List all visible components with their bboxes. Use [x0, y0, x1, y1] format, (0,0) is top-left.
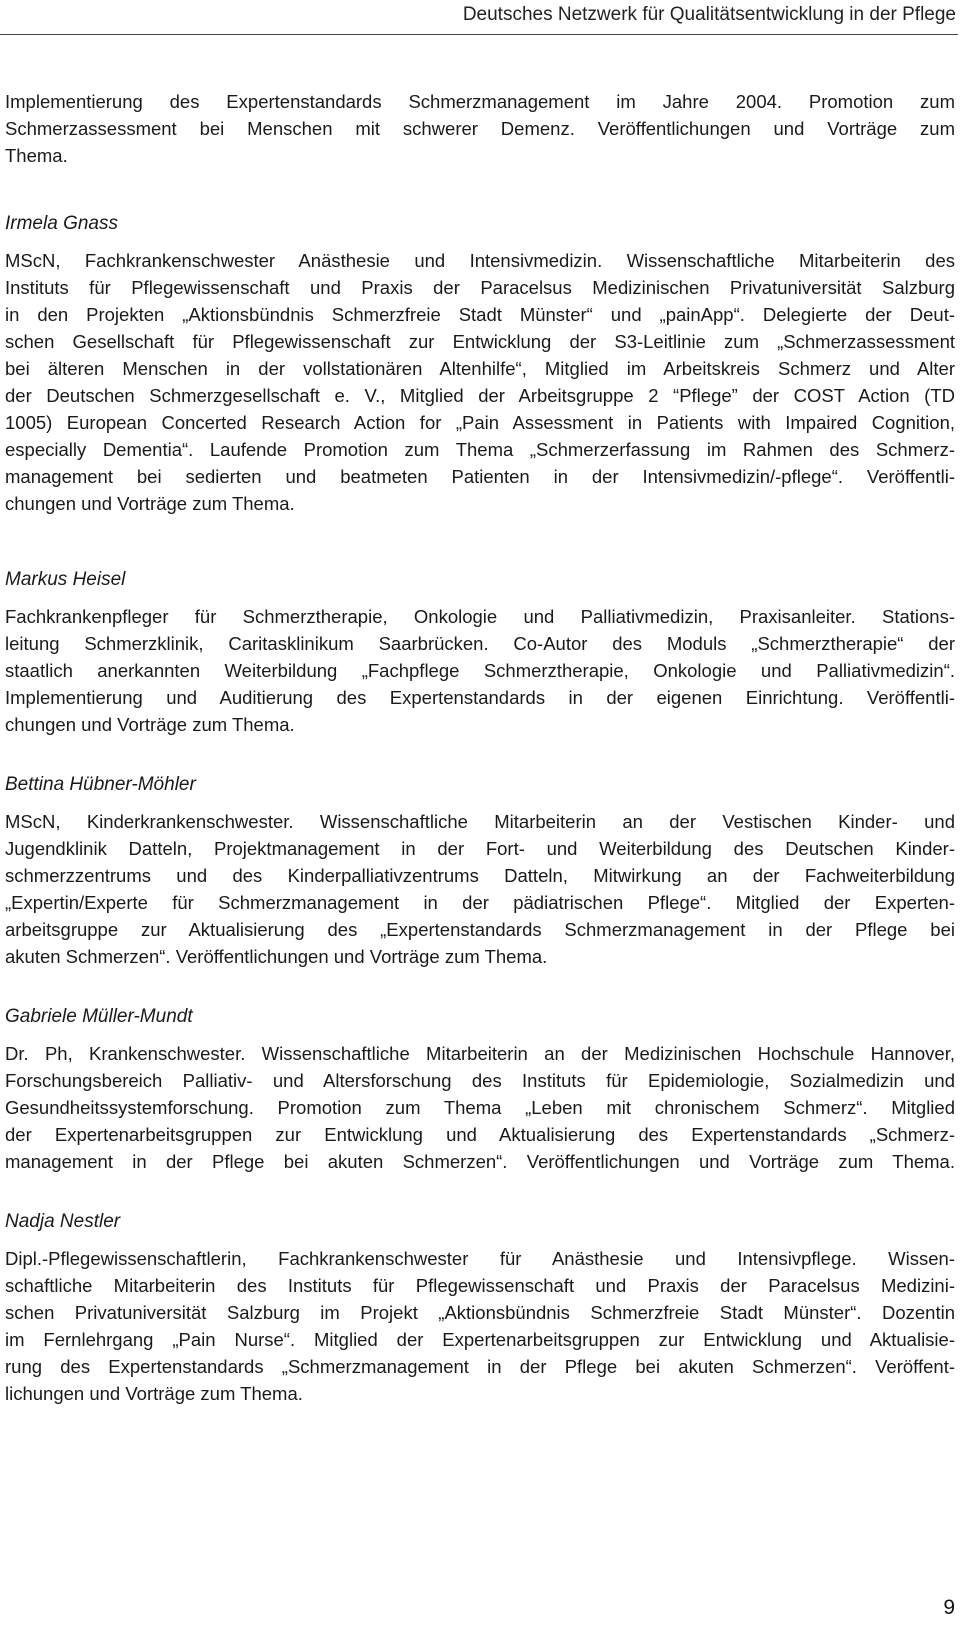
text-line: arbeitsgruppe zur Aktualisierung des „Expertenstandards Schmerzmanagement in der Pflege bei [5, 919, 955, 940]
bio-entry [5, 1003, 955, 1175]
bio-name: Gabriele Müller-Mundt [5, 1006, 193, 1027]
text-line: Forschungsbereich Palliativ- und Altersforschung des Instituts für Epidemiologie, Sozialmedizin und [5, 1070, 955, 1091]
text-line: akuten Schmerzen“. Veröffentlichungen und Vorträge zum Thema. [5, 946, 548, 967]
text-line: leitung Schmerzklinik, Caritasklinikum Saarbrücken. Co-Autor des Moduls „Schmerztherapie“ der [5, 633, 955, 654]
text-line: schen Gesellschaft für Pflegewissenschaft zur Entwicklung der S3-Leitlinie zum „Schmerzassessment [5, 331, 955, 352]
text-line: Implementierung des Expertenstandards Schmerzmanagement im Jahre 2004. Promotion zum [5, 91, 955, 112]
text-line: Schmerzassessment bei Menschen mit schwerer Demenz. Veröffentlichungen und Vorträge zum [5, 118, 955, 139]
bio-name: Markus Heisel [5, 569, 126, 590]
intro-paragraph [5, 88, 955, 169]
text-line: Jugendklinik Datteln, Projektmanagement in der Fort- und Weiterbildung des Deutschen Kinder- [5, 838, 955, 859]
text-line: schen Privatuniversität Salzburg im Projekt „Aktionsbündnis Schmerzfreie Stadt Münster“. Dozentin [5, 1302, 955, 1323]
text-line: schaftliche Mitarbeiterin des Instituts für Pflegewissenschaft und Praxis der Paracelsus Medizini- [5, 1275, 955, 1296]
text-line: chungen und Vorträge zum Thema. [5, 493, 295, 514]
text-line: chungen und Vorträge zum Thema. [5, 714, 295, 735]
text-line: MScN, Fachkrankenschwester Anästhesie und Intensivmedizin. Wissenschaftliche Mitarbeiterin des [5, 250, 955, 271]
bio-entry [5, 566, 955, 738]
bio-entry [5, 210, 955, 517]
text-line: lichungen und Vorträge zum Thema. [5, 1383, 303, 1404]
text-line: Dipl.-Pflegewissenschaftlerin, Fachkrankenschwester für Anästhesie und Intensivpflege. Wissen- [5, 1248, 955, 1269]
text-line: management bei sedierten und beatmeten Patienten in der Intensivmedizin/-pflege“. Veröffentli- [5, 466, 955, 487]
bio-name: Irmela Gnass [5, 213, 118, 234]
text-line: Implementierung und Auditierung des Expertenstandards in der eigenen Einrichtung. Veröffentli- [5, 687, 955, 708]
bio-name: Nadja Nestler [5, 1211, 121, 1232]
bio-name: Bettina Hübner-Möhler [5, 774, 196, 795]
text-line: Dr. Ph, Krankenschwester. Wissenschaftliche Mitarbeiterin an der Medizinischen Hochschule Hannover, [5, 1043, 955, 1064]
text-line: „Expertin/Experte für Schmerzmanagement in der pädiatrischen Pflege“. Mitglied der Experten- [5, 892, 955, 913]
bio-entry [5, 771, 955, 970]
text-line: Gesundheitssystemforschung. Promotion zum Thema „Leben mit chronischem Schmerz“. Mitglied [5, 1097, 955, 1118]
text-line: management in der Pflege bei akuten Schmerzen“. Veröffentlichungen und Vorträge zum Thema. [5, 1151, 955, 1172]
text-line: bei älteren Menschen in der vollstationären Altenhilfe“, Mitglied im Arbeitskreis Schmerz und Alter [5, 358, 955, 379]
header-title: Deutsches Netzwerk für Qualitätsentwicklung in der Pflege [462, 4, 956, 25]
text-line: in den Projekten „Aktionsbündnis Schmerzfreie Stadt Münster“ und „painApp“. Delegierte der Deut- [5, 304, 955, 325]
text-line: der Deutschen Schmerzgesellschaft e. V., Mitglied der Arbeitsgruppe 2 “Pflege” der COST Action (TD [5, 385, 955, 406]
bio-entry [5, 1208, 955, 1407]
text-line: MScN, Kinderkrankenschwester. Wissenschaftliche Mitarbeiterin an der Vestischen Kinder- und [5, 811, 955, 832]
running-header [0, 0, 958, 35]
page-number: 9 [943, 1596, 955, 1619]
text-line: schmerzzentrums und des Kinderpalliativzentrums Datteln, Mitwirkung an der Fachweiterbildung [5, 865, 955, 886]
text-line: im Fernlehrgang „Pain Nurse“. Mitglied der Expertenarbeitsgruppen zur Entwicklung und Aktualisie- [5, 1329, 955, 1350]
text-line: rung des Expertenstandards „Schmerzmanagement in der Pflege bei akuten Schmerzen“. Veröffent- [5, 1356, 955, 1377]
text-line: Fachkrankenpfleger für Schmerztherapie, Onkologie und Palliativmedizin, Praxisanleiter. Stations- [5, 606, 955, 627]
text-line: staatlich anerkannten Weiterbildung „Fachpflege Schmerztherapie, Onkologie und Palliativmedizin“. [5, 660, 955, 681]
text-line: der Expertenarbeitsgruppen zur Entwicklung und Aktualisierung des Expertenstandards „Schmerz- [5, 1124, 955, 1145]
text-line: Thema. [5, 145, 68, 166]
text-line: Instituts für Pflegewissenschaft und Praxis der Paracelsus Medizinischen Privatuniversität Salzburg [5, 277, 955, 298]
text-line: especially Dementia“. Laufende Promotion zum Thema „Schmerzerfassung im Rahmen des Schmerz- [5, 439, 955, 460]
text-line: 1005) European Concerted Research Action for „Pain Assessment in Patients with Impaired Cognition, [5, 412, 955, 433]
